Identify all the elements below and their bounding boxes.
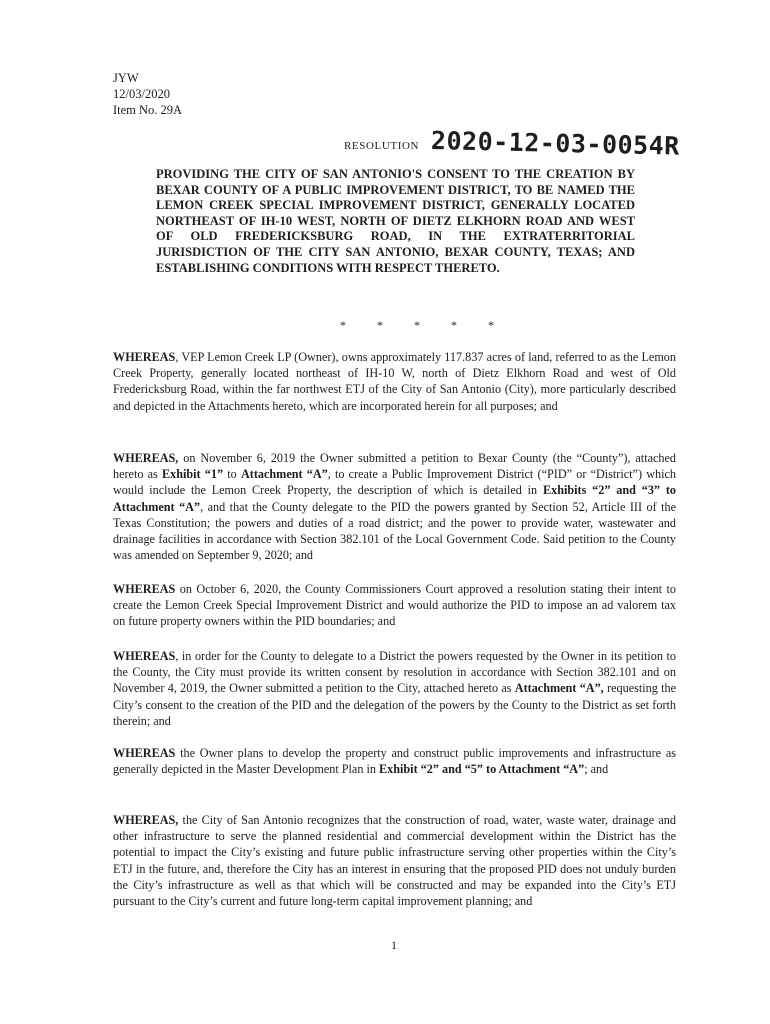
attachment-reference: Attachment “A” [240, 467, 328, 482]
exhibit-reference: Exhibit “1” [162, 467, 224, 482]
document-header [113, 70, 182, 118]
page-number: 1 [391, 938, 397, 952]
resolution-heading [344, 126, 680, 166]
exhibit-reference: Exhibits “2” and “3” to Attachment “A” [113, 483, 677, 514]
paragraph-text: requesting the City’s consent to the creation of the PID and the delegation of the powers by the County to the District as set forth therein; and [113, 681, 676, 728]
whereas-lead: WHEREAS, [113, 813, 179, 827]
paragraph-text: to [223, 467, 241, 482]
whereas-paragraph-2 [113, 450, 676, 563]
whereas-paragraph-5 [113, 745, 676, 777]
exhibit-reference: Exhibit “2” and “5” to Attachment “A” [379, 762, 585, 777]
paragraph-text: , in order for the County to delegate to a District the powers requested by the Owner in its petition to the County, the City must provide its written consent by resolution in accordance with Section 382.101 and on November 4, 2019, the Owner submitted a petition to the City, attached hereto as [113, 649, 676, 696]
whereas-paragraph-6 [113, 812, 676, 909]
section-separator: * * * * * [340, 318, 508, 332]
paragraph-text: the City of San Antonio recognizes that the construction of road, water, waste water, drainage and other infrastructure to serve the planned residential and commercial development within the District has the potential to impact the City’s existing and future public infrastructure serving other properties within the City’s ETJ in the future, and, therefore the City has an interest in ensuring that the proposed PID does not unduly burden the City’s infrastructure as well as that which will be constructed and may be expanded into the City’s ETJ pursuant to the City’s current and future long-term capital improvement planning; and [113, 813, 676, 909]
resolution-title: PROVIDING THE CITY OF SAN ANTONIO'S CONSENT TO THE CREATION BY BEXAR COUNTY OF A PUBLIC IMPROVEMENT DISTRICT, TO BE NAMED THE LEMON CREEK SPECIAL IMPROVEMENT DISTRICT, GENERALLY LOCATED NORTHEAST OF IH-10 WEST, NORTH OF DIETZ ELKHORN ROAD AND WEST OF OLD FREDERICKSBURG ROAD, IN THE EXTRATERRITORIAL JURISDICTION OF THE CITY SAN ANTONIO, BEXAR COUNTY, TEXAS; AND ESTABLISHING CONDITIONS WITH RESPECT THERETO. [156, 167, 635, 275]
paragraph-text: the Owner plans to develop the property and construct public improvements and infrastructure as generally depicted in the Master Development Plan in [113, 746, 676, 777]
whereas-paragraph-1 [113, 349, 676, 414]
whereas-lead: WHEREAS, [113, 451, 179, 465]
resolution-number-stamp: 2020-12-03-0054R [430, 126, 681, 161]
paragraph-text: , and that the County delegate to the PID the powers granted by Section 52, Article III of the Texas Constitution; the powers and duties of a road district; and the power to provide water, wastewater and drainage facilities in accordance with Section 382.101 of the Local Government Code. Said petition to the County was amended on September 9, 2020; and [113, 499, 677, 563]
paragraph-text: , VEP Lemon Creek LP (Owner), owns approximately 117.837 acres of land, referred to as the Lemon Creek Property, generally located northeast of IH-10 W, north of Dietz Elkhorn Road and west of Old Fredericksburg Road, within the far northwest ETJ of the City of San Antonio (City), more particularly described and depicted in the Attachments hereto, which are incorporated herein for all purposes; and [113, 350, 676, 413]
whereas-lead: WHEREAS [113, 350, 176, 364]
attachment-reference: Attachment “A”, [514, 681, 604, 696]
paragraph-text: on October 6, 2020, the County Commissioners Court approved a resolution stating their intent to create the Lemon Creek Special Improvement District and would authorize the PID to impose an ad valorem tax on future property owners within the PID boundaries; and [113, 582, 676, 629]
agenda-item-number: Item No. 29A [113, 103, 183, 117]
author-initials: JYW [113, 71, 139, 85]
paragraph-text: , to create a Public Improvement District (“PID” or “District”) which would include the Lemon Creek Property, the description of which is detailed in [113, 467, 676, 498]
whereas-lead: WHEREAS [113, 649, 176, 663]
whereas-paragraph-3 [113, 581, 676, 630]
whereas-paragraph-4 [113, 648, 676, 729]
resolution-label: RESOLUTION [344, 140, 420, 152]
whereas-lead: WHEREAS [113, 582, 176, 596]
paragraph-text: ; and [584, 762, 609, 777]
document-date: 12/03/2020 [113, 87, 170, 101]
whereas-lead: WHEREAS [113, 746, 176, 760]
paragraph-text: on November 6, 2019 the Owner submitted a petition to Bexar County (the “County”), attached hereto as [113, 451, 676, 482]
